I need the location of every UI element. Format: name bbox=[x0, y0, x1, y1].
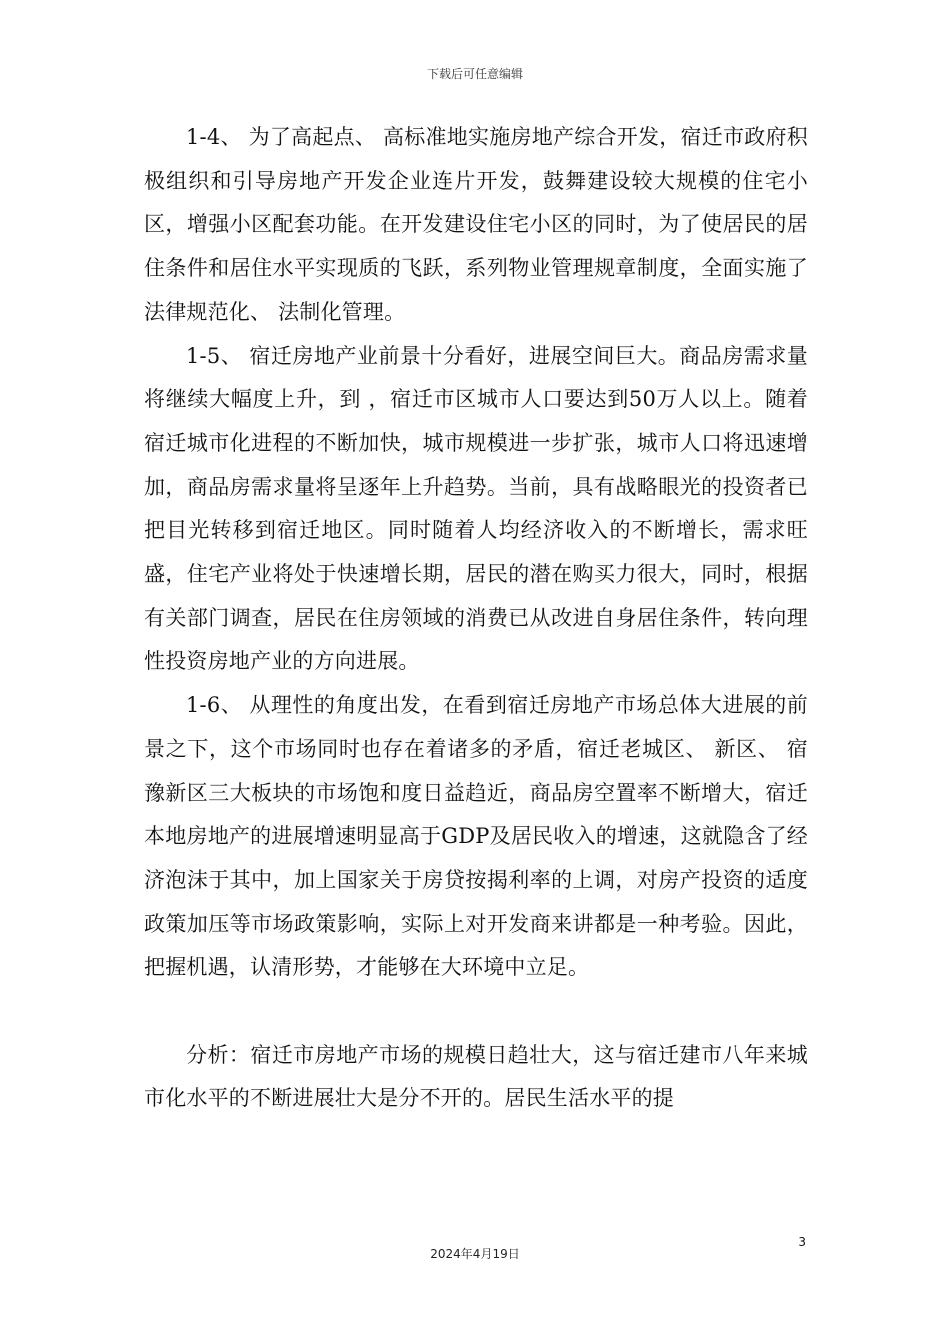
paragraph-1-5: 1-5、 宿迁房地产业前景十分看好，进展空间巨大。商品房需求量将继续大幅度上升，到 ，宿迁市区城市人口要达到50万人以上。随着宿迁城市化进程的不断加快，城市规模进一步扩张，城市人口将迅速增加，商品房需求量将呈逐年上升趋势。当前，具有战略眼光的投资者已把目光转移到宿迁地区。同时随着人均经济收入的不断增长，需求旺盛，住宅产业将处于快速增长期，居民的潜在购买力很大，同时，根据有关部门调查，居民在住房领域的消费已从改进自身居住条件，转向理性投资房地产业的方向进展。 bbox=[144, 343, 808, 674]
paragraph-1-4: 1-4、 为了高起点、 高标准地实施房地产综合开发，宿迁市政府积极组织和引导房地产开发企业连片开发，鼓舞建设较大规模的住宅小区，增强小区配套功能。在开发建设住宅小区的同时，为了使居民的居住条件和居住水平实现质的飞跃，系列物业管理规章制度，全面实施了法律规范化、 法制化管理。 bbox=[144, 125, 808, 324]
page-footer-date: 2024年4月19日 bbox=[430, 1247, 520, 1261]
page-header: 下载后可任意编辑 bbox=[426, 67, 523, 81]
paragraph-1-6: 1-6、 从理性的角度出发，在看到宿迁房地产市场总体大进展的前景之下，这个市场同时也存在着诸多的矛盾，宿迁老城区、 新区、 宿豫新区三大板块的市场饱和度日益趋近，商品房空置率不断增大，宿迁本地房地产的进展增速明显高于GDP及居民收入的增速，这就隐含了经济泡沫于其中，加上国家关于房贷按揭利率的上调，对房产投资的适度政策加压等市场政策影响，实际上对开发商来讲都是一种考验。因此，把握机遇，认清形势，才能够在大环境中立足。 bbox=[144, 693, 808, 980]
document-body bbox=[144, 116, 808, 1121]
paragraph-analysis: 分析：宿迁市房地产市场的规模日趋壮大，这与宿迁建市八年来城市化水平的不断进展壮大是分不开的。居民生活水平的提 bbox=[144, 1042, 808, 1111]
paragraph-spacer bbox=[144, 990, 808, 1034]
page-number: 3 bbox=[798, 1235, 806, 1249]
